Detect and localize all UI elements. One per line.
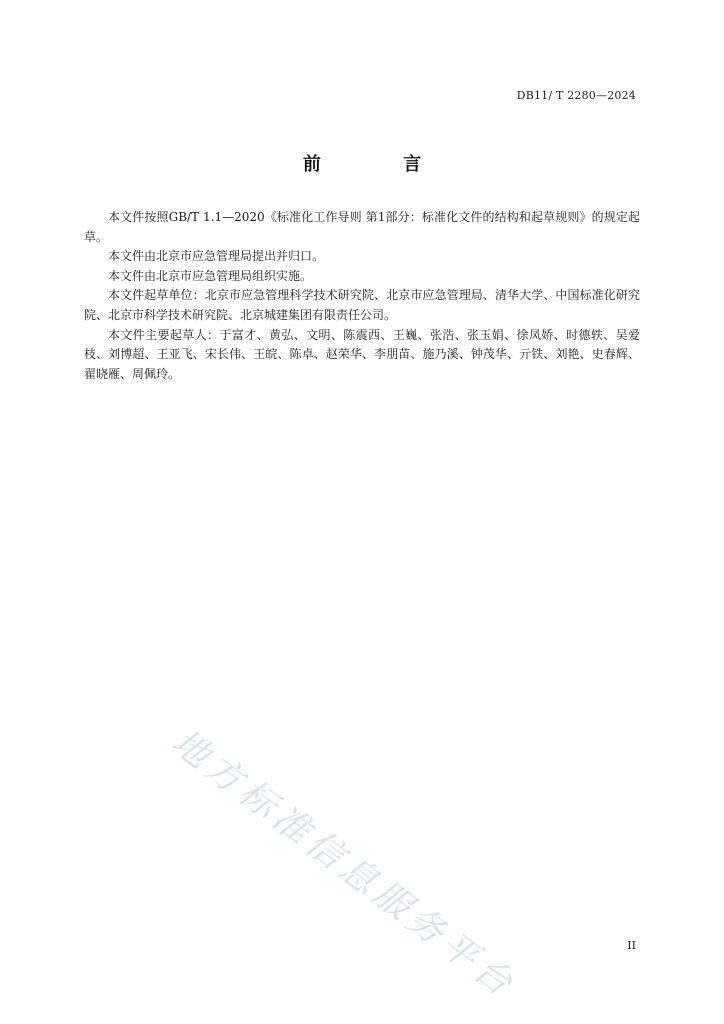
- watermark: 地方标准信息服务平台: [163, 721, 524, 1008]
- paragraph-drafting-units: 本文件起草单位：北京市应急管理科学技术研究院、北京市应急管理局、清华大学、中国标准化研究院、北京市科学技术研究院、北京城建集团有限责任公司。: [84, 288, 640, 322]
- paragraph-drafting-basis: 本文件按照GB/T 1.1—2020《标准化工作导则 第1部分：标准化文件的结构和起草规则》的规定起草。: [84, 210, 640, 244]
- paragraph-proposer: 本文件由北京市应急管理局提出并归口。: [108, 249, 325, 264]
- paragraph-implementer: 本文件由北京市应急管理局组织实施。: [108, 268, 313, 283]
- document-body: [84, 208, 640, 384]
- paragraph-drafters: 本文件主要起草人：于富才、黄弘、文明、陈震西、王巍、张浩、张玉娟、徐凤娇、时德轶、吴爱枝、刘博超、王亚飞、宋长伟、王皖、陈卓、赵荣华、李朋苗、施乃溪、钟茂华、亓铁、刘艳、史春辉、翟晓雁、周佩玲。: [84, 327, 640, 381]
- standard-code: DB11/ T 2280—2024: [516, 89, 636, 102]
- page-number: II: [627, 939, 636, 952]
- page-title: 前 言: [302, 154, 460, 175]
